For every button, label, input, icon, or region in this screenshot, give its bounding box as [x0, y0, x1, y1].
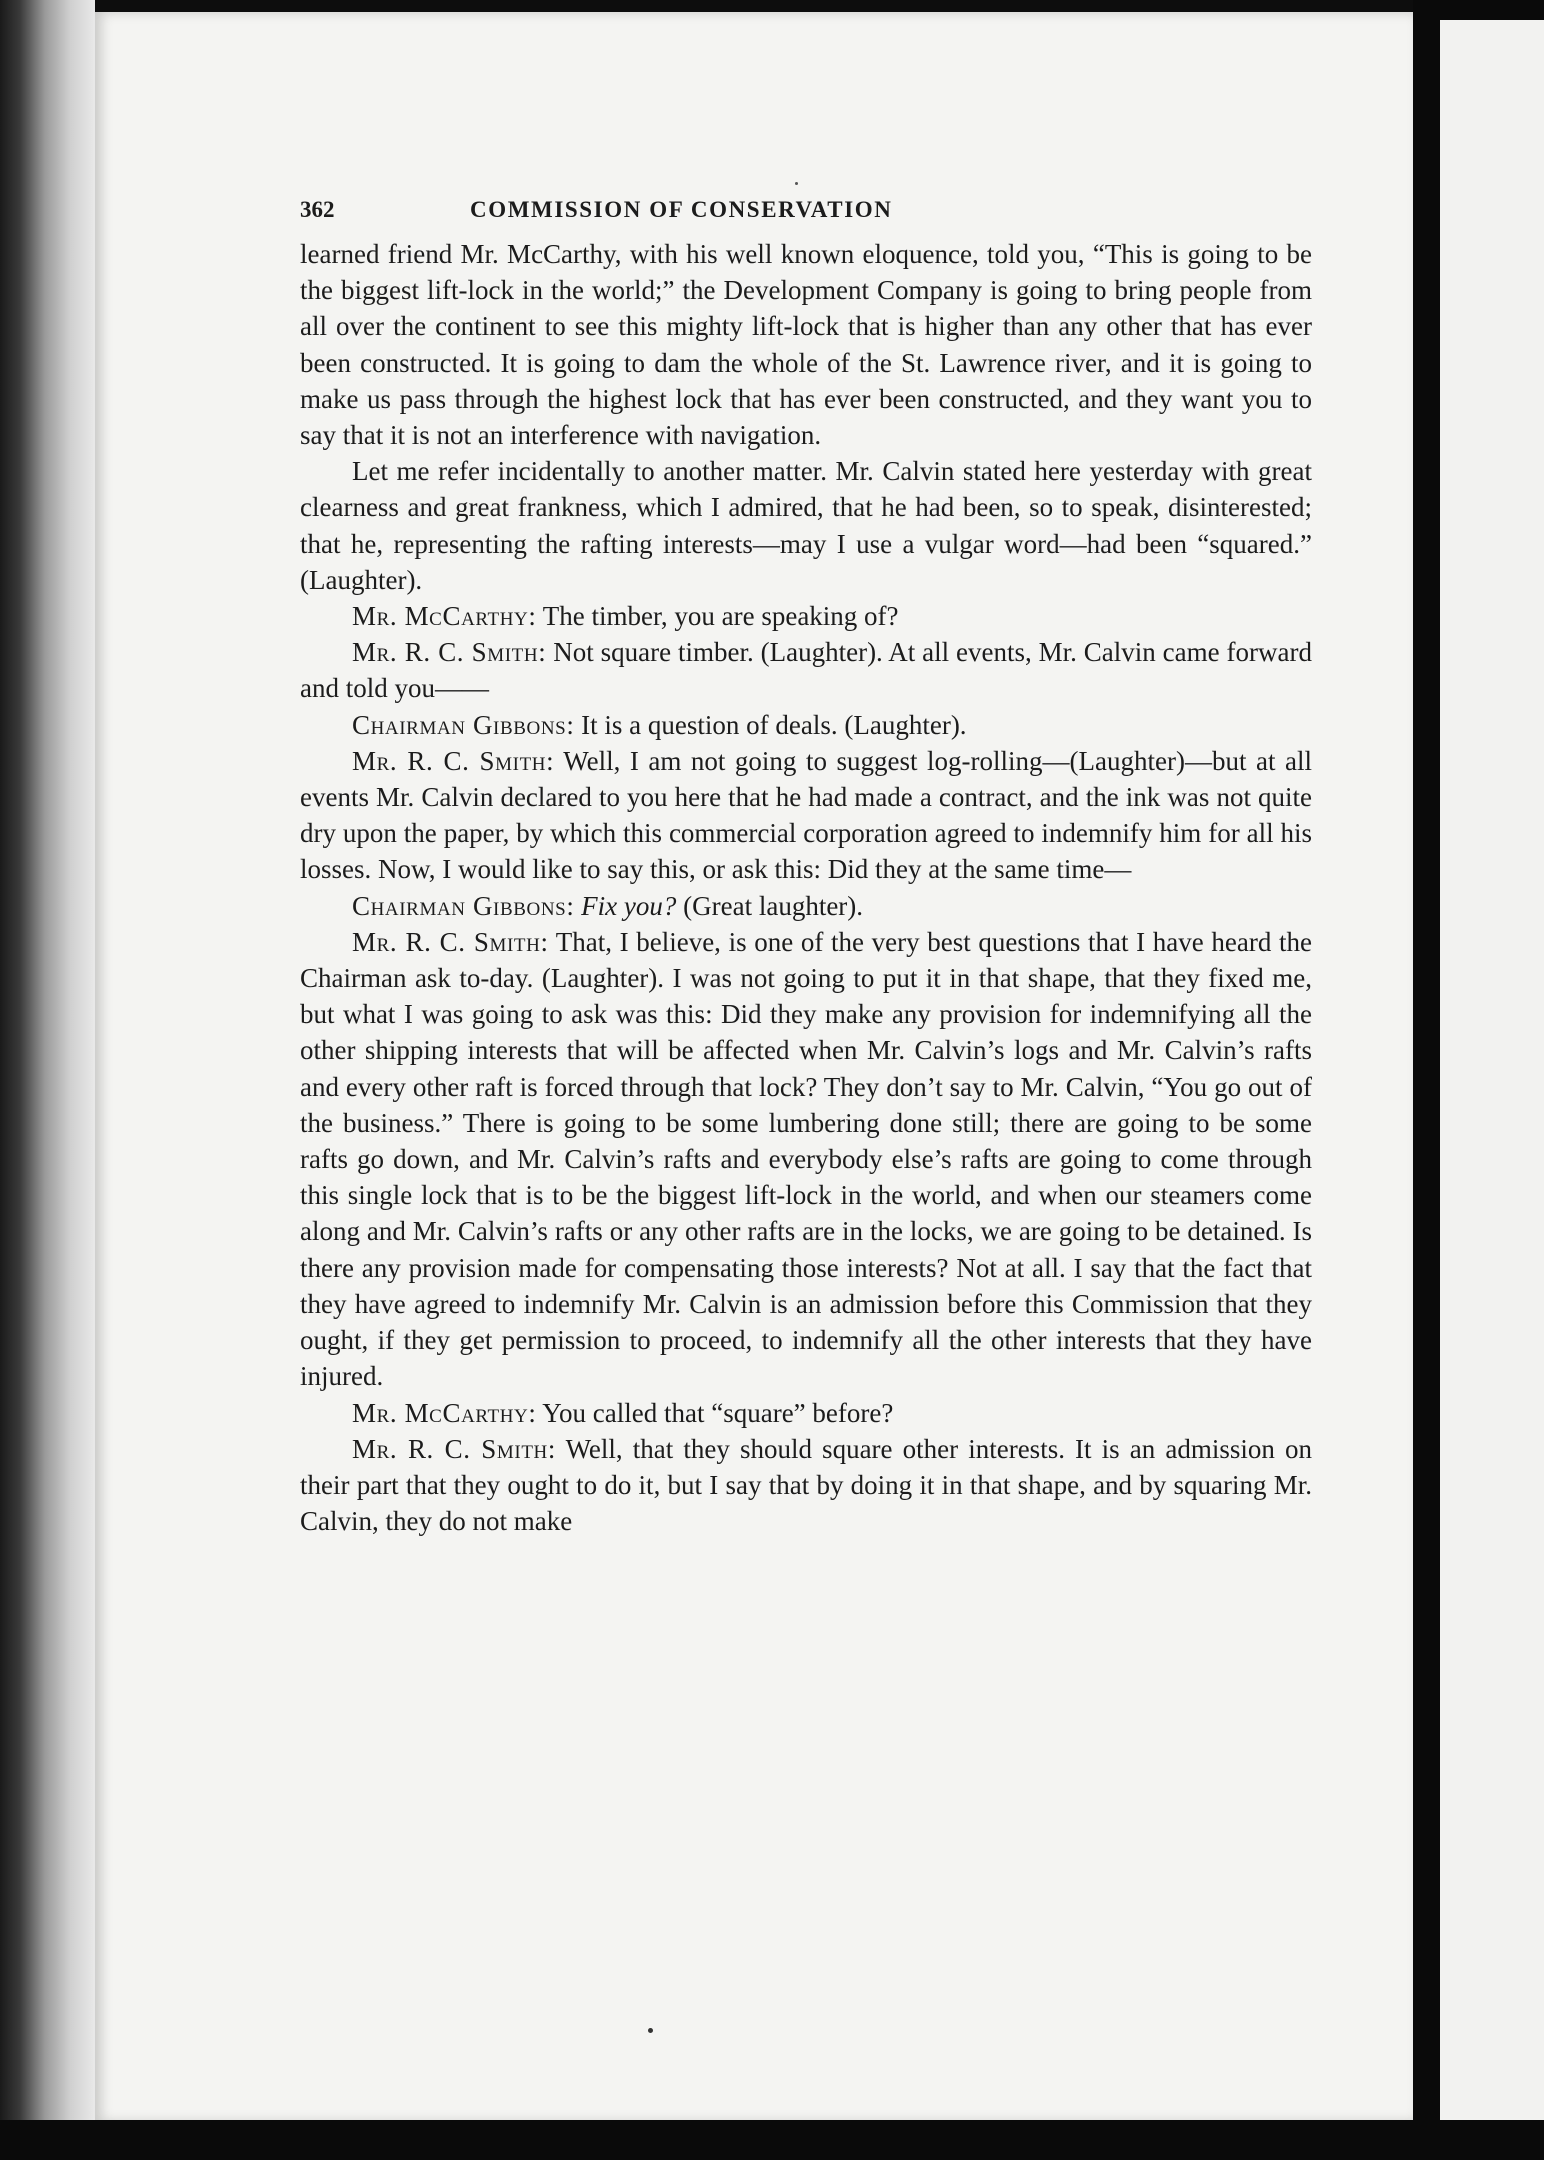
speaker-name: Mr. R. C. Smith:: [352, 1433, 556, 1464]
running-head: [300, 192, 1312, 224]
speech-paragraph: [300, 743, 1312, 888]
speaker-name: Mr. R. C. Smith:: [352, 926, 549, 957]
speaker-name: Chairman Gibbons:: [352, 709, 575, 740]
facing-page-edge: [1440, 20, 1544, 2120]
speaker-name: Mr. McCarthy:: [352, 601, 537, 632]
paragraph-text: learned friend Mr. McCarthy, with his well known eloquence, told you, “This is going to be the biggest lift-lock in the world;” the Development Company is going to bring people from all over the continent to see this mighty lift-lock that is higher than any other that has ever been constructed. It is going to dam the whole of the St. Lawrence river, and it is going to make us pass through the highest lock that has ever been constructed, and they want you to say that it is not an interference with navigation.: [300, 239, 1312, 451]
speaker-name: Mr. R. C. Smith:: [352, 637, 547, 668]
bottom-scan-edge: [0, 2120, 1544, 2160]
scan-speck: [648, 2028, 653, 2033]
speech-text: You called that “square” before?: [542, 1397, 894, 1428]
scan-speck: [795, 182, 798, 185]
speech-text: Well, that they should square other interests. It is an admission on their part that they ought to do it, but I say that by doing it in that shape, and by squaring Mr. Calvin, they do not make: [300, 1433, 1312, 1537]
speech-text: (Great laughter).: [683, 890, 864, 921]
paragraph-continuation: [300, 236, 1312, 453]
speech-text: It is a question of deals. (Laughter).: [581, 709, 967, 740]
speech-text: The timber, you are speaking of?: [542, 601, 899, 632]
paragraph: [300, 453, 1312, 598]
speech-text: That, I believe, is one of the very best questions that I have heard the Chairman ask to-day. (Laughter). I was not going to put it in that shape, that they fixed me, but what I was going to ask was this: Did they make any provision for indemnifying all the other shipping interests that will be affected when Mr. Calvin’s logs and Mr. Calvin’s rafts and every other raft is forced through that lock? They don’t say to Mr. Calvin, “You go out of the business.” There is going to be some lumbering done still; there are going to be some rafts go down, and Mr. Calvin’s rafts and everybody else’s rafts are going to come through this single lock that is to be the biggest lift-lock in the world, and when our steamers come along and Mr. Calvin’s rafts or any other rafts are in the locks, we are going to be detained. Is there any provision made for compensating those interests? Not at all. I say that the fact that they have agreed to indemnify Mr. Calvin is an admission before this Commission that they ought, if they get permission to proceed, to indemnify all the other interests that they have injured.: [300, 926, 1312, 1392]
speech-paragraph: [300, 707, 1312, 743]
speech-paragraph: [300, 634, 1312, 706]
speech-paragraph: [300, 1431, 1312, 1540]
page-number: 362: [300, 197, 335, 222]
speech-paragraph: [300, 1395, 1312, 1431]
book-spine-edge: [0, 0, 95, 2160]
speech-text: Well, I am not going to suggest log-rolling—(Laughter)—but at all events Mr. Calvin declared to you here that he had made a contract, and the ink was not quite dry upon the paper, by which this commercial corporation agreed to indemnify him for all his losses. Now, I would like to say this, or ask this: Did they at the same time—: [300, 745, 1312, 885]
running-title: COMMISSION OF CONSERVATION: [470, 197, 893, 222]
speech-text: Not square timber. (Laughter). At all events, Mr. Calvin came forward and told you——: [300, 637, 1312, 704]
speaker-name: Mr. R. C. Smith:: [352, 745, 555, 776]
paragraph-text: Let me refer incidentally to another matter. Mr. Calvin stated here yesterday with great clearness and great frankness, which I admired, that he had been, so to speak, disinterested; that he, representing the rafting interests—may I use a vulgar word—had been “squared.” (Laughter).: [300, 456, 1312, 595]
speaker-name: Chairman Gibbons:: [352, 890, 575, 921]
page-text: [300, 192, 1312, 1539]
speaker-name: Mr. McCarthy:: [352, 1397, 537, 1428]
speech-paragraph: [300, 598, 1312, 634]
italic-question: Fix you?: [581, 890, 677, 921]
speech-paragraph: [300, 924, 1312, 1395]
speech-paragraph: [300, 888, 1312, 924]
